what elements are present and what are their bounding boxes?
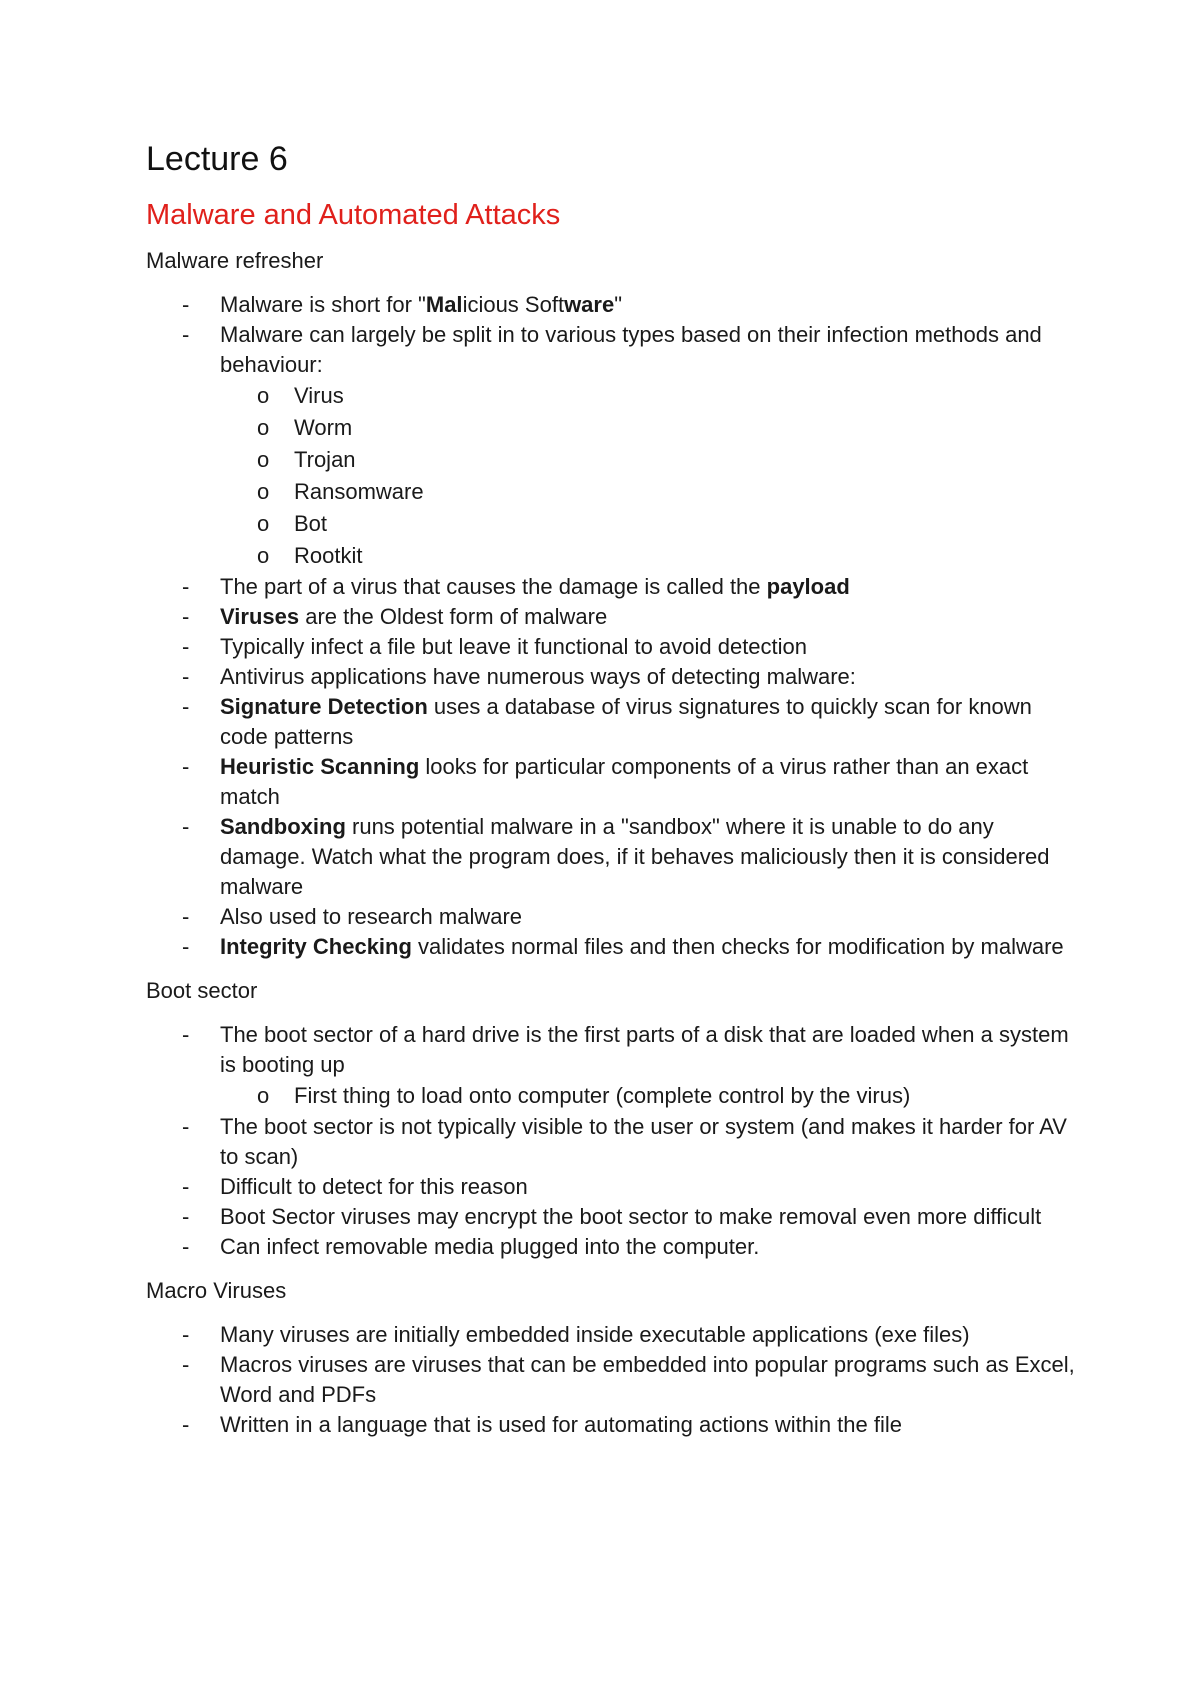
document-page (146, 140, 1076, 1454)
list-item-text: Typically infect a file but leave it functional to avoid detection (220, 634, 808, 660)
sub-list-item-text: First thing to load onto computer (complete control by the virus) (294, 1083, 911, 1109)
sub-list-item (220, 1080, 1076, 1112)
malware-type: Virus (294, 383, 344, 409)
list-item-text: validates normal files and then checks for modification by malware (411, 934, 1064, 960)
malware-type: Worm (294, 415, 353, 441)
section-heading-boot-sector: Boot sector (146, 978, 258, 1004)
list-item (146, 290, 1076, 320)
boot-sector-sub-list (220, 1080, 1076, 1112)
bold-term: Heuristic Scanning (220, 754, 420, 780)
section-heading-malware-refresher: Malware refresher (146, 248, 324, 274)
list-item (146, 1350, 1076, 1410)
list-item (146, 1202, 1076, 1232)
boot-sector-list (146, 1020, 1076, 1262)
bold-term: Integrity Checking (220, 934, 412, 960)
dash-bullet: - (182, 1204, 190, 1230)
circle-bullet: o (257, 479, 270, 505)
bold-term: Viruses (220, 604, 300, 630)
dash-bullet: - (182, 574, 190, 600)
list-item-text: The boot sector is not typically visible to the user or system (and makes it harder for AV to scan) (220, 1114, 1067, 1170)
sub-list-item (220, 412, 1076, 444)
list-item-text: Written in a language that is used for automating actions within the file (220, 1412, 902, 1438)
list-item-text: Macros viruses are viruses that can be embedded into popular programs such as Excel, Word and PDFs (220, 1352, 1075, 1408)
bold-term: Mal (425, 292, 463, 318)
list-item-text: are the Oldest form of malware (299, 604, 608, 630)
sub-list-item (220, 508, 1076, 540)
list-item-text: Boot Sector viruses may encrypt the boot sector to make removal even more difficult (220, 1204, 1042, 1230)
dash-bullet: - (182, 814, 190, 840)
dash-bullet: - (182, 1322, 190, 1348)
dash-bullet: - (182, 1412, 190, 1438)
list-item (146, 602, 1076, 632)
circle-bullet: o (257, 511, 270, 537)
dash-bullet: - (182, 292, 190, 318)
dash-bullet: - (182, 694, 190, 720)
circle-bullet: o (257, 447, 270, 473)
malware-types-list (220, 380, 1076, 572)
list-item-text: Malware is short for " (220, 292, 426, 318)
list-item (146, 932, 1076, 962)
list-item-text: Difficult to detect for this reason (220, 1174, 528, 1200)
list-item-text: The boot sector of a hard drive is the first parts of a disk that are loaded when a system is booting up (220, 1022, 1069, 1078)
list-item (146, 1172, 1076, 1202)
bold-term: Signature Detection (220, 694, 428, 720)
section-heading-macro-viruses: Macro Viruses (146, 1278, 287, 1304)
dash-bullet: - (182, 1352, 190, 1378)
list-item-text: icious Soft (462, 292, 565, 318)
list-item (146, 692, 1076, 752)
list-item (146, 752, 1076, 812)
malware-type: Bot (294, 511, 328, 537)
list-item (146, 812, 1076, 902)
list-item-text: Can infect removable media plugged into the computer. (220, 1234, 760, 1260)
sub-list-item (220, 476, 1076, 508)
dash-bullet: - (182, 1174, 190, 1200)
list-item-text: Also used to research malware (220, 904, 523, 930)
list-item-text: looks for particular components of a virus rather than an exact match (220, 754, 1029, 810)
list-item-text: runs potential malware in a "sandbox" where it is unable to do any damage. Watch what the program does, if it behaves maliciously then it is considered malware (220, 814, 1050, 900)
list-item (146, 1410, 1076, 1440)
bold-term: ware (564, 292, 615, 318)
circle-bullet: o (257, 1083, 270, 1109)
list-item (146, 1320, 1076, 1350)
malware-type: Ransomware (294, 479, 424, 505)
list-item-text: " (614, 292, 623, 318)
dash-bullet: - (182, 322, 190, 348)
list-item (146, 662, 1076, 692)
dash-bullet: - (182, 604, 190, 630)
sub-list-item (220, 444, 1076, 476)
list-item (146, 320, 1076, 572)
list-item (146, 1232, 1076, 1262)
dash-bullet: - (182, 634, 190, 660)
list-item-text: Many viruses are initially embedded inside executable applications (exe files) (220, 1322, 970, 1348)
list-item (146, 572, 1076, 602)
dash-bullet: - (182, 904, 190, 930)
sub-list-item (220, 540, 1076, 572)
dash-bullet: - (182, 1114, 190, 1140)
dash-bullet: - (182, 934, 190, 960)
dash-bullet: - (182, 754, 190, 780)
list-item-text: Antivirus applications have numerous ways of detecting malware: (220, 664, 856, 690)
list-item-text: The part of a virus that causes the damage is called the (220, 574, 767, 600)
malware-type: Trojan (294, 447, 356, 473)
list-item-text: Malware can largely be split in to various types based on their infection methods and behaviour: (220, 322, 1042, 378)
malware-refresher-list (146, 290, 1076, 962)
list-item (146, 1020, 1076, 1112)
circle-bullet: o (257, 543, 270, 569)
dash-bullet: - (182, 1022, 190, 1048)
bold-term: payload (766, 574, 850, 600)
malware-type: Rootkit (294, 543, 363, 569)
dash-bullet: - (182, 1234, 190, 1260)
sub-list-item (220, 380, 1076, 412)
circle-bullet: o (257, 383, 270, 409)
page-title: Lecture 6 (146, 140, 288, 178)
dash-bullet: - (182, 664, 190, 690)
list-item (146, 632, 1076, 662)
macro-viruses-list (146, 1320, 1076, 1440)
circle-bullet: o (257, 415, 270, 441)
list-item (146, 902, 1076, 932)
list-item-text: uses a database of virus signatures to quickly scan for known code patterns (220, 694, 1032, 750)
page-subtitle: Malware and Automated Attacks (146, 199, 561, 232)
bold-term: Sandboxing (220, 814, 346, 840)
list-item (146, 1112, 1076, 1172)
